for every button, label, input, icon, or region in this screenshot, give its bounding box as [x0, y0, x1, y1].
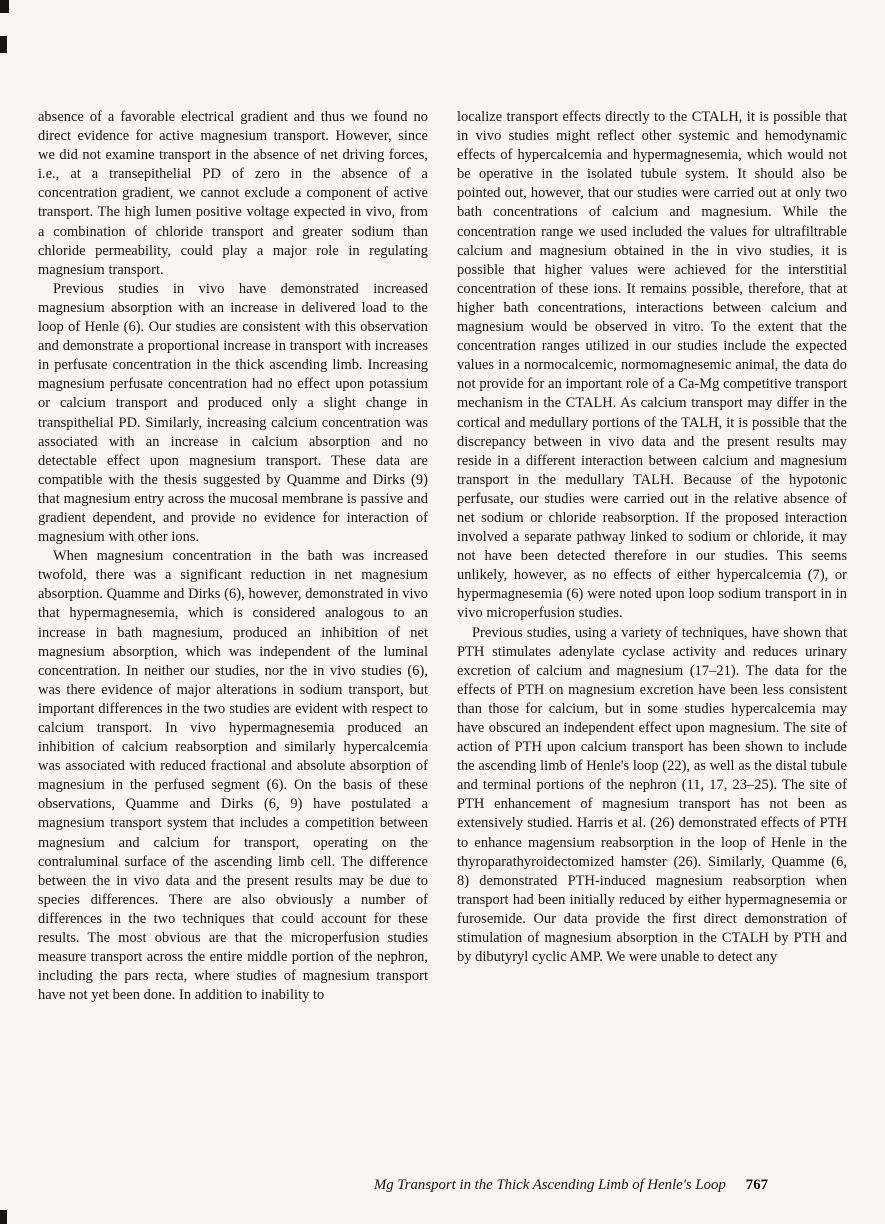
page-body	[38, 108, 848, 1005]
scan-registration-mark	[0, 0, 9, 13]
scan-registration-mark	[0, 1210, 7, 1224]
paragraph: Previous studies in vivo have demonstrated increased magnesium absorption with an increase in delivered load to the loop of Henle (6). Our studies are consistent with this observation and demonstrate a proportional increase in transport with increases in perfusate concentration in the thick ascending limb. Increasing magnesium perfusate concentration had no effect upon potassium or calcium transport and produced only a slight change in transpithelial PD. Similarly, increasing calcium concentration was associated with an increase in calcium absorption and no detectable effect upon magnesium transport. These data are compatible with the thesis suggested by Quamme and Dirks (9) that magnesium entry across the mucosal membrane is passive and gradient dependent, and provide no evidence for interaction of magnesium with other ions.	[38, 280, 428, 546]
scan-registration-mark	[0, 36, 7, 53]
page-footer	[38, 1177, 848, 1194]
paragraph: Previous studies, using a variety of techniques, have shown that PTH stimulates adenylate cyclase activity and reduces urinary excretion of calcium and magnesium (17–21). The data for the effects of PTH on magnesium excretion have been less consistent than those for calcium, but in some studies hypercalcemia may have obscured an independent effect upon magnesium. The site of action of PTH upon calcium transport has been shown to include the ascending limb of Henle's loop (22), as well as the distal tubule and terminal portions of the nephron (11, 17, 23–25). The site of PTH enhancement of magnesium transport has not been as extensively studied. Harris et al. (26) demonstrated effects of PTH to enhance magensium reabsorption in the loop of Henle in the thyroparathyroidectomized hamster (26). Similarly, Quamme (6, 8) demonstrated PTH-induced magnesium reabsorption when transport had been initially reduced by either hypermagnesemia or furosemide. Our data provide the first direct demonstration of stimulation of magnesium absorption in the CTALH by PTH and by dibutyryl cyclic AMP. We were unable to detect any	[457, 624, 847, 966]
right-column	[457, 108, 847, 1005]
paragraph: When magnesium concentration in the bath was increased twofold, there was a significant reduction in net magnesium absorption. Quamme and Dirks (6), however, demonstrated in vivo that hypermagnesemia, which is considered analogous to an increase in bath magnesium, produced an inhibition of net magnesium absorption, which was independent of the luminal concentration. In neither our studies, nor the in vivo studies (6), was there evidence of major alterations in sodium transport, but important differences in the two studies are evident with respect to calcium transport. In vivo hypermagnesemia produced an inhibition of calcium reabsorption and similarly hypercalcemia was associated with reduced fractional and absolute absorption of magnesium in the perfused segment (6). On the basis of these observations, Quamme and Dirks (6, 9) have postulated a magnesium transport system that includes a competition between magnesium and calcium for transport, operating on the contraluminal surface of the ascending limb cell. The difference between the in vivo data and the present results may be due to species differences. There are also obviously a number of differences in the two techniques that could account for these results. The most obvious are that the microperfusion studies measure transport across the entire middle portion of the nephron, including the pars recta, where studies of magnesium transport have not yet been done. In addition to inability to	[38, 548, 428, 1004]
paragraph: localize transport effects directly to the CTALH, it is possible that in vivo studies might reflect other systemic and hemodynamic effects of hypercalcemia and hypermagnesemia, which would not be operative in the isolated tubule system. It should also be pointed out, however, that our studies were carried out at only two bath concentrations of calcium and magnesium. While the concentration range we used included the values for ultrafiltrable calcium and magnesium obtained in the in vivo studies, it is possible that higher values were achieved for the interstitial concentration of these ions. It remains possible, therefore, that at higher bath concentrations, interactions between calcium and magnesium would be observed in vitro. To the extent that the concentration ranges utilized in our studies include the expected values in a normocalcemic, normomagnesemic animal, the data do not provide for an important role of a Ca-Mg competitive transport mechanism in the CTALH. As calcium transport may differ in the cortical and medullary portions of the TALH, it is possible that the discrepancy between in vivo data and the present results may reside in a different interaction between calcium and magnesium transport in the medullary TALH. Because of the hypotonic perfusate, our studies were carried out in the relative absence of net sodium or chloride reabsorption. If the proposed interaction involved a separate pathway linked to sodium or chloride, it may not have been detected therefore in our studies. This seems unlikely, however, as no effects of either hypercalcemia (7), or hypermagnesemia (6) were noted upon loop sodium transport in in vivo microperfusion studies.	[457, 109, 847, 622]
paragraph: absence of a favorable electrical gradient and thus we found no direct evidence for active magnesium transport. However, since we did not examine transport in the absence of net driving forces, i.e., at a transepithelial PD of zero in the absence of a concentration gradient, we cannot exclude a component of active transport. The high lumen positive voltage expected in vivo, from a combination of chloride transport and greater sodium than chloride permeability, could play a major role in regulating magnesium transport.	[38, 109, 428, 278]
left-column	[38, 108, 428, 1005]
running-title: Mg Transport in the Thick Ascending Limb of Henle's Loop	[373, 1177, 726, 1193]
page-number: 767	[745, 1177, 768, 1193]
